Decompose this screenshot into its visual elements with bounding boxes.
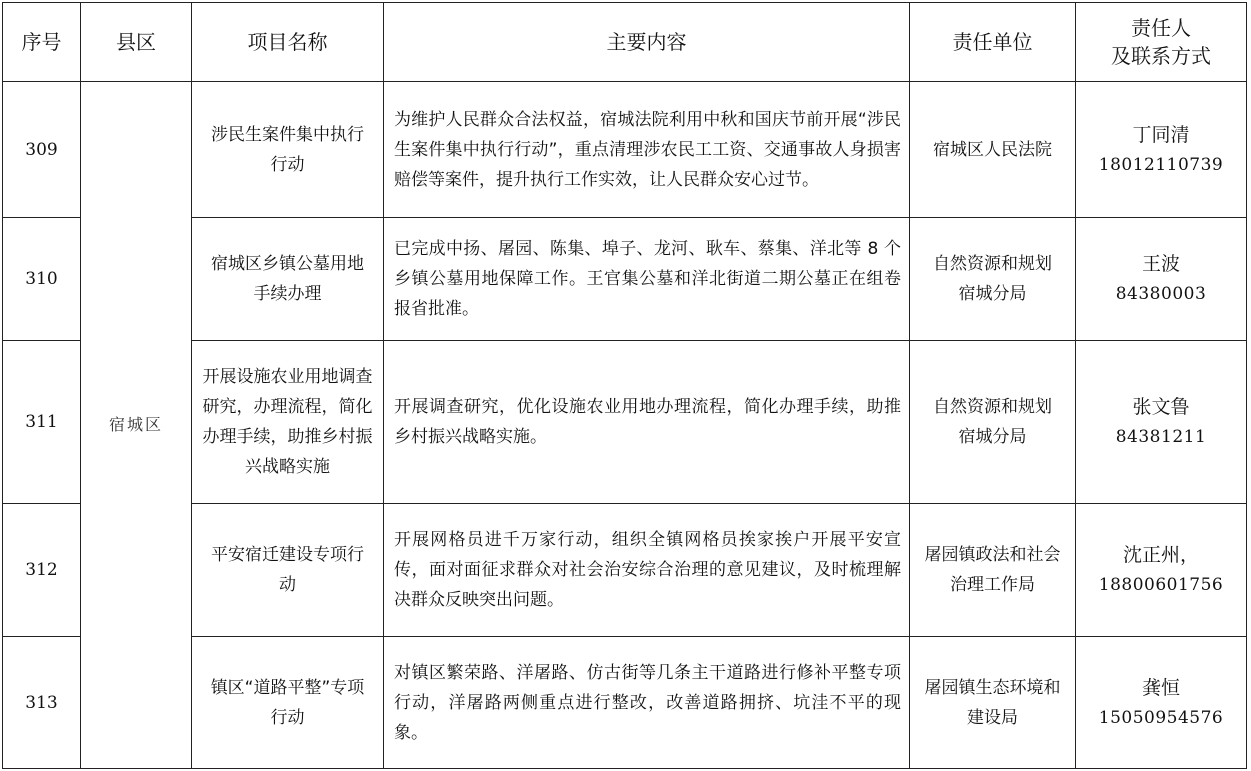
- header-content: 主要内容: [384, 3, 910, 82]
- row-person: 张文鲁: [1132, 396, 1190, 418]
- row-person: 王波: [1141, 253, 1180, 275]
- header-seq: 序号: [3, 3, 81, 82]
- row-content: 对镇区繁荣路、洋屠路、仿古街等几条主干道路进行修补平整专项行动，洋屠路两侧重点进行整改，改善道路拥挤、坑洼不平的现象。: [384, 637, 910, 769]
- row-seq: 310: [3, 218, 81, 341]
- row-person: 丁同清: [1132, 123, 1190, 146]
- header-contact-line1: 责任人: [1131, 16, 1191, 40]
- row-content: 开展网格员进千万家行动，组织全镇网格员挨家挨户开展平安宣传，面对面征求群众对社会治安综合治理的意见建议，及时梳理解决群众反映突出问题。: [384, 504, 910, 637]
- county-cell: 宿城区: [81, 82, 192, 769]
- project-table: [2, 2, 1247, 769]
- row-person: 沈正州，: [1122, 544, 1199, 566]
- row-content: 已完成中扬、屠园、陈集、埠子、龙河、耿车、蔡集、洋北等 8 个乡镇公墓用地保障工作。王官集公墓和洋北街道二期公墓正在组卷报省批准。: [384, 218, 910, 341]
- row-seq: 311: [3, 341, 81, 504]
- row-contact: [1076, 637, 1247, 769]
- row-content: 为维护人民群众合法权益，宿城法院利用中秋和国庆节前开展“涉民生案件集中执行行动”，重点清理涉农民工工资、交通事故人身损害赔偿等案件，提升执行工作实效，让人民群众安心过节。: [384, 82, 910, 218]
- row-contact: [1076, 218, 1247, 341]
- row-contact: [1076, 504, 1247, 637]
- row-seq: 312: [3, 504, 81, 637]
- row-seq: 309: [3, 82, 81, 218]
- header-unit: 责任单位: [910, 3, 1076, 82]
- row-unit: 屠园镇生态环境和建设局: [910, 637, 1076, 769]
- row-contact: [1076, 82, 1247, 218]
- header-contact: [1076, 3, 1247, 82]
- row-content: 开展调查研究，优化设施农业用地办理流程，简化办理手续，助推乡村振兴战略实施。: [384, 341, 910, 504]
- row-project: 镇区“道路平整”专项行动: [192, 637, 384, 769]
- row-unit: 自然资源和规划宿城分局: [910, 218, 1076, 341]
- row-phone: 84381211: [1115, 427, 1207, 447]
- row-unit: 屠园镇政法和社会治理工作局: [910, 504, 1076, 637]
- row-project: 开展设施农业用地调查研究，办理流程，简化办理手续，助推乡村振兴战略实施: [192, 341, 384, 504]
- row-project: 平安宿迁建设专项行动: [192, 504, 384, 637]
- row-unit: 宿城区人民法院: [910, 82, 1076, 218]
- row-contact: [1076, 341, 1247, 504]
- row-phone: 18800601756: [1098, 575, 1224, 595]
- row-person: 龚恒: [1141, 676, 1180, 699]
- row-seq: 313: [3, 637, 81, 769]
- header-county: 县区: [81, 3, 192, 82]
- row-phone: 18012110739: [1098, 154, 1224, 175]
- header-project: 项目名称: [192, 3, 384, 82]
- table-row: [3, 82, 1247, 218]
- header-row: [3, 3, 1247, 82]
- row-phone: 84380003: [1115, 284, 1207, 304]
- row-project: 涉民生案件集中执行行动: [192, 82, 384, 218]
- header-contact-line2: 及联系方式: [1111, 44, 1211, 68]
- row-unit: 自然资源和规划宿城分局: [910, 341, 1076, 504]
- row-project: 宿城区乡镇公墓用地手续办理: [192, 218, 384, 341]
- row-phone: 15050954576: [1098, 707, 1224, 728]
